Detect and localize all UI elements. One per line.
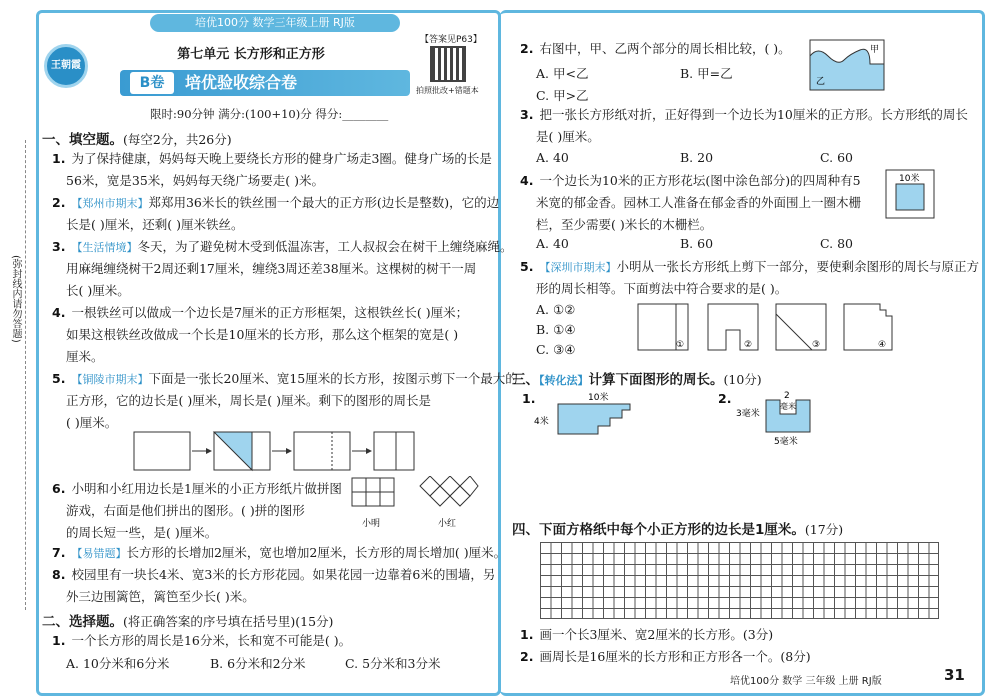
- s1-q5-line1: 下面是一张长20厘米、宽15厘米的长方形，按图示剪下一个最大的: [148, 371, 518, 386]
- s1-q5-line2: 正方形，它的边长是( )厘米，周长是( )厘米。剩下的图形的周长是: [66, 393, 431, 408]
- s2-q5-line2: 形的周长相等。下面剪法中符合要求的是( )。: [536, 281, 788, 296]
- label-xiaoming: 小明: [362, 519, 381, 529]
- s1-q5-figure: [120, 428, 420, 472]
- section1-note: (每空2分，共26分): [123, 132, 232, 147]
- s2-q5-tag: 【深圳市期末】: [539, 261, 617, 274]
- s2-q4-option-a[interactable]: A. 40: [536, 236, 569, 251]
- s1-q6-line2: 游戏，右面是他们拼出的图形。( )拼的图形: [66, 503, 305, 518]
- s1-q1-line1: 为了保持健康，妈妈每天晚上要绕长方形的健身广场走3圈。健身广场的长是: [71, 151, 492, 166]
- s2-q2-option-a[interactable]: A. 甲<乙: [536, 66, 589, 81]
- label-xiaohong: 小红: [438, 519, 457, 529]
- s2-q5-option-c[interactable]: C. ③④: [536, 342, 576, 357]
- s1-q7-text: 长方形的长增加2厘米，宽也增加2厘米，长方形的周长增加( )厘米。: [126, 545, 507, 560]
- s1-q3-tag: 【生活情境】: [71, 241, 138, 254]
- footer-text: 培优100分 数学 三年级 上册 RJ版: [730, 676, 882, 687]
- label-10m: 10米: [899, 174, 920, 184]
- s2-q2: 2. 右图中，甲、乙两个部分的周长相比较，( )。: [520, 41, 791, 56]
- s2-q4-option-c[interactable]: C. 80: [820, 236, 853, 251]
- xiaohong-shape: [420, 476, 478, 506]
- label-yi: 乙: [816, 77, 826, 87]
- s4-q2-score: (8分): [780, 649, 811, 664]
- s1-q4: 4. 一根铁丝可以做成一个边长是7厘米的正方形框架，这根铁丝长( )厘米；: [52, 305, 469, 320]
- fig-arrowhead-3: [366, 448, 372, 454]
- s2-q1-option-c[interactable]: C. 5分米和3分米: [345, 656, 441, 671]
- cut-option-2: [708, 304, 758, 350]
- s1-q3-line3: 长( )厘米。: [66, 283, 130, 298]
- s2-q4-option-b[interactable]: B. 60: [680, 236, 714, 251]
- s2-q2-option-b[interactable]: B. 甲=乙: [680, 66, 733, 81]
- seal-text: (弥封线内请勿答题): [10, 255, 21, 343]
- qr-caption: 拍照批改+错题本: [416, 86, 479, 95]
- s2-q4-line1: 一个边长为10米的正方形花坛(图中涂色部分)的四周种有5: [539, 173, 861, 188]
- s2-q4-line2: 米宽的郁金香。园林工人准备在郁金香的外面围上一圈木栅: [536, 195, 862, 210]
- paper-title: 培优验收综合卷: [185, 73, 298, 92]
- s2-q3: 3. 把一张长方形纸对折，正好得到一个边长为10厘米的正方形。长方形纸的周长: [520, 107, 968, 122]
- s1-q4-line2: 如果这根铁丝改做成一个长是10厘米的长方形，那么这个框架的宽是( ): [66, 327, 459, 342]
- brand-logo: [44, 44, 88, 88]
- top-banner: 培优100分 数学三年级上册 RJ版: [150, 14, 400, 32]
- section3-title: [512, 368, 762, 388]
- s3-fig2: [736, 388, 846, 446]
- cut-mark-1: ①: [676, 340, 685, 350]
- s2-q1-option-a[interactable]: A. 10分米和6分米: [66, 656, 170, 671]
- grid-paper[interactable]: [540, 542, 939, 619]
- s4-q2: 2. 画周长是16厘米的长方形和正方形各一个。(8分): [520, 649, 811, 664]
- section4-note: (17分): [804, 522, 844, 537]
- fig-remainder: [396, 432, 414, 470]
- s1-q3: 3. 【生活情境】冬天，为了避免树木受到低温冻害，工人叔叔会在树干上缠绕麻绳。: [52, 239, 513, 254]
- section1-title: [42, 128, 232, 148]
- qr-code[interactable]: [430, 46, 466, 82]
- s1-q2-line1: 郑郑用36米长的铁丝围一个最大的正方形(边长是整数)，它的边: [148, 195, 500, 210]
- section4-title: [512, 518, 843, 538]
- seal-strip: [4, 140, 26, 610]
- section3-note: (10分): [723, 372, 762, 387]
- s2-q4: 4. 一个边长为10米的正方形花坛(图中涂色部分)的四周种有5: [520, 173, 861, 188]
- s1-q2-line2: 长是( )厘米，还剩( )厘米铁丝。: [66, 217, 244, 232]
- cut-option-3: [776, 304, 826, 350]
- fig-rect-original: [134, 432, 190, 470]
- fig-arrowhead-2: [286, 448, 292, 454]
- s2-q3-option-c[interactable]: C. 60: [820, 150, 853, 165]
- brand-logo-text: 王朝霞: [51, 60, 81, 71]
- section2-title: [42, 610, 333, 630]
- s1-q2: 2. 【郑州市期末】郑郑用36米长的铁丝围一个最大的正方形(边长是整数)，它的边: [52, 195, 500, 210]
- s4-q1-score: (3分): [742, 627, 774, 642]
- paper-badge: B卷: [130, 72, 174, 94]
- s2-q3-line1: 把一张长方形纸对折，正好得到一个边长为10厘米的正方形。长方形纸的周长: [539, 107, 968, 122]
- s1-q6-line1: 小明和小红用边长是1厘米的小正方形纸片做拼图: [71, 481, 342, 496]
- s2-q4-figure: [884, 168, 938, 222]
- s2-q3-option-b[interactable]: B. 20: [680, 150, 714, 165]
- section3-title-text: 计算下面图形的周长。: [588, 372, 724, 388]
- section3-prefix: 三、: [512, 372, 539, 388]
- label-2: 2: [784, 391, 790, 401]
- section2-note: (将正确答案的序号填在括号里)(15分): [123, 614, 334, 629]
- s1-q6-figure: [350, 476, 480, 536]
- s1-q8-line1: 校园里有一块长4米、宽3米的长方形花园。如果花园一边靠着6米的围墙，另: [71, 567, 496, 582]
- s2-q5-option-a[interactable]: A. ①②: [536, 302, 576, 317]
- s2-q2-text: 右图中，甲、乙两个部分的周长相比较，( )。: [539, 41, 791, 56]
- s2-q4-line3: 栏，至少需要( )米长的木栅栏。: [536, 217, 713, 232]
- page-number: 31: [944, 666, 965, 684]
- label-10m-top: 10米: [588, 393, 609, 403]
- s1-q7: 7. 【易错题】长方形的长增加2厘米，宽也增加2厘米，长方形的周长增加( )厘米。: [52, 545, 507, 560]
- s2-q3-line2: 是( )厘米。: [536, 129, 600, 144]
- section3-tag: 【转化法】: [539, 374, 589, 387]
- s2-q5-line1: 小明从一张长方形纸上剪下一部分，要使剩余图形的周长与原正方: [616, 259, 979, 274]
- s1-q6: 6. 小明和小红用边长是1厘米的小正方形纸片做拼图: [52, 481, 342, 496]
- stair-shape: [558, 404, 630, 434]
- s4-q1-text: 画一个长3厘米、宽2厘米的长方形。: [539, 627, 743, 642]
- s2-q5-figures: [636, 302, 896, 354]
- s2-q1-option-b[interactable]: B. 6分米和2分米: [210, 656, 306, 671]
- section1-title-text: 一、填空题。: [42, 132, 123, 148]
- s1-q3-line2: 用麻绳缠绕树干2周还剩17厘米，缠绕3周还差38厘米。这棵树的树干一周: [66, 261, 477, 276]
- s1-q8-line2: 外三边围篱笆，篱笆至少长( )米。: [66, 589, 255, 604]
- section2-title-text: 二、选择题。: [42, 614, 123, 630]
- s3-fig1: [530, 388, 660, 438]
- label-jia: 甲: [870, 45, 880, 55]
- label-mm: 毫米: [780, 402, 796, 411]
- s2-q1: 1. 一个长方形的周长是16分米，长和宽不可能是( )。: [52, 633, 352, 648]
- s2-q1-text: 一个长方形的周长是16分米，长和宽不可能是( )。: [71, 633, 352, 648]
- cut-option-4: [844, 304, 892, 350]
- cut-mark-4: ④: [878, 340, 887, 350]
- s2-q2-figure: [808, 38, 888, 94]
- s3-q2-number: 2.: [718, 391, 732, 406]
- s2-q5-option-b[interactable]: B. ①④: [536, 322, 576, 337]
- label-5mm: 5毫米: [774, 437, 798, 446]
- s1-q7-tag: 【易错题】: [71, 547, 127, 560]
- fig-inner-square: [896, 184, 924, 210]
- fig-rect-crease: [294, 432, 350, 470]
- s4-q1: 1. 画一个长3厘米、宽2厘米的长方形。(3分): [520, 627, 774, 642]
- label-3mm: 3毫米: [736, 409, 760, 419]
- fig-arrowhead-1: [206, 448, 212, 454]
- s1-q4-line1: 一根铁丝可以做成一个边长是7厘米的正方形框架，这根铁丝长( )厘米；: [71, 305, 469, 320]
- cut-mark-3: ③: [812, 340, 821, 350]
- s2-q3-option-a[interactable]: A. 40: [536, 150, 569, 165]
- s1-q4-line3: 厘米。: [66, 349, 104, 364]
- label-4m-left: 4米: [534, 417, 549, 427]
- s1-q5-line3: ( )厘米。: [66, 415, 118, 430]
- s2-q2-option-c[interactable]: C. 甲>乙: [536, 88, 589, 103]
- s1-q6-line3: 的周长短一些，是( )厘米。: [66, 525, 218, 540]
- s1-q1: 1. 为了保持健康，妈妈每天晚上要绕长方形的健身广场走3圈。健身广场的长是: [52, 151, 492, 166]
- s1-q5-tag: 【铜陵市期末】: [71, 373, 149, 386]
- cut-option-1: [638, 304, 688, 350]
- s1-q8: 8. 校园里有一块长4米、宽3米的长方形花园。如果花园一边靠着6米的围墙，另: [52, 567, 496, 582]
- unit-title: 第七单元 长方形和正方形: [177, 47, 325, 62]
- section4-title-text: 四、下面方格纸中每个小正方形的边长是1厘米。: [512, 522, 805, 538]
- cut-mark-2: ②: [744, 340, 753, 350]
- s3-q1-number: 1.: [522, 391, 536, 406]
- xiaoming-shape: [352, 478, 394, 506]
- s1-q2-tag: 【郑州市期末】: [71, 197, 149, 210]
- s1-q1-line2: 56米，宽是35米，妈妈每天绕广场要走( )米。: [66, 173, 325, 188]
- s4-q2-text: 画周长是16厘米的长方形和正方形各一个。: [539, 649, 781, 664]
- s1-q3-line1: 冬天，为了避免树木受到低温冻害，工人叔叔会在树干上缠绕麻绳。: [137, 239, 513, 254]
- s1-q5: 5. 【铜陵市期末】下面是一张长20厘米、宽15厘米的长方形，按图示剪下一个最大的: [52, 371, 518, 386]
- answer-ref: 【答案见P63】: [420, 35, 482, 45]
- s2-q5: 5. 【深圳市期末】小明从一张长方形纸上剪下一部分，要使剩余图形的周长与原正方: [520, 259, 979, 274]
- meta-line: 限时:90分钟 满分:(100+10)分 得分:________: [150, 107, 389, 121]
